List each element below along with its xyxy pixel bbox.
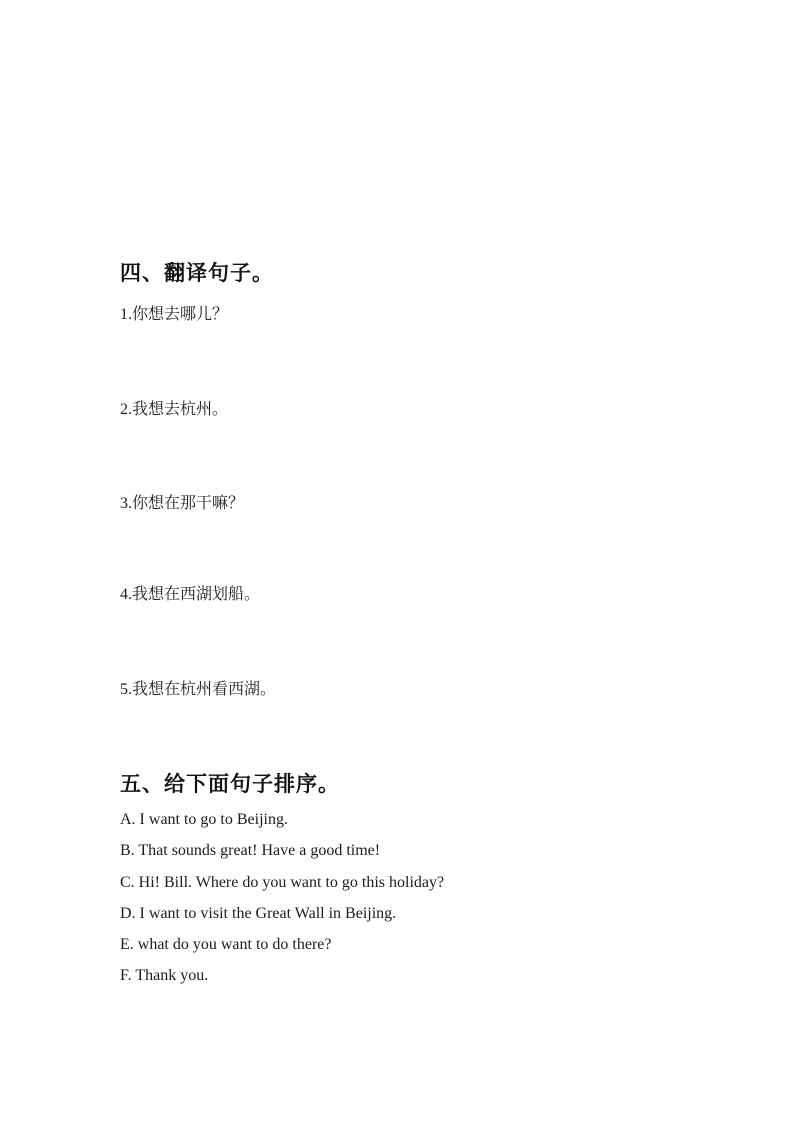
translate-item-3: 3.你想在那干嘛？ [120, 495, 245, 512]
order-item-a: A. I want to go to Beijing. [120, 811, 288, 828]
translate-item-1: 1.你想去哪儿？ [120, 306, 229, 323]
order-item-d: D. I want to visit the Great Wall in Beijing. [120, 905, 397, 922]
order-item-e: E. what do you want to do there? [120, 936, 332, 953]
order-item-b: B. That sounds great! Have a good time! [120, 842, 381, 859]
order-item-f: F. Thank you. [120, 967, 209, 984]
translate-item-2: 2.我想去杭州。 [120, 401, 229, 418]
translate-item-5: 5.我想在杭州看西湖。 [120, 681, 277, 698]
section-translate-title: 四、翻译句子。 [120, 262, 274, 285]
section-order-title: 五、给下面句子排序。 [120, 773, 340, 796]
order-item-c: C. Hi! Bill. Where do you want to go this holiday? [120, 874, 445, 891]
translate-item-4: 4.我想在西湖划船。 [120, 586, 261, 603]
